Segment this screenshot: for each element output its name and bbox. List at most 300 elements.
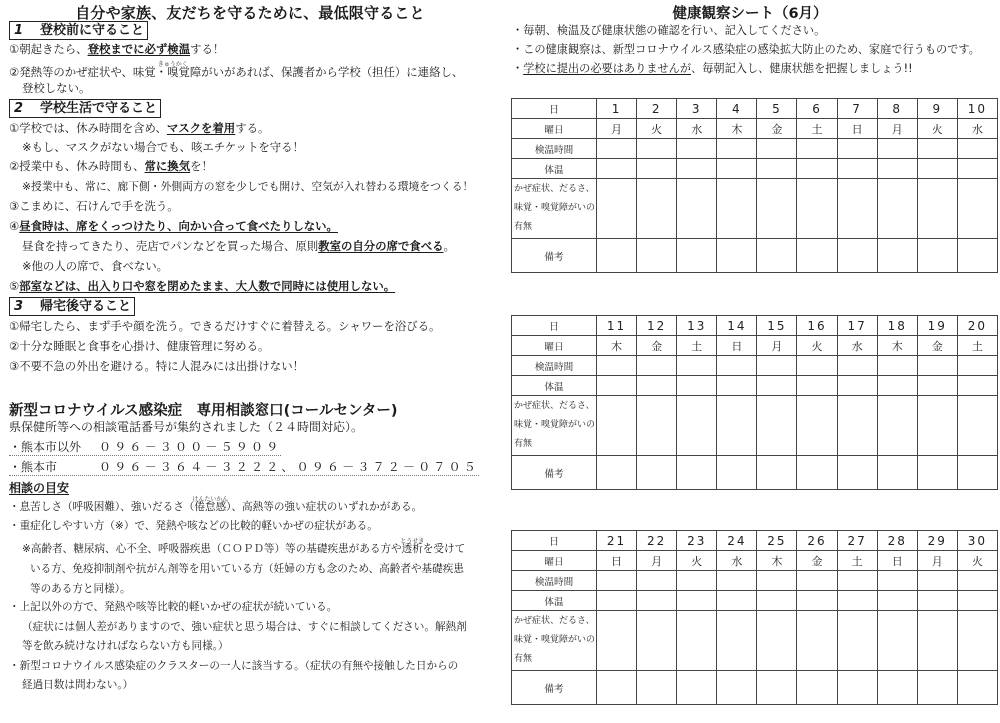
remarks-cell[interactable] — [957, 239, 997, 273]
text: ②授業中も、休み時間も、 — [9, 159, 145, 173]
weekday: 木 — [717, 119, 757, 139]
guide-heading: 相談の目安 — [9, 481, 70, 495]
sheet-note: ・この健康観察は、新型コロナウイルス感染症の感染拡大防止のため、家庭で行うものです。 — [512, 43, 980, 56]
day-number: 28 — [877, 531, 917, 551]
phone-row — [9, 459, 479, 476]
temp-time-cell[interactable] — [757, 139, 797, 159]
row-label: 備考 — [512, 456, 597, 490]
weekday: 水 — [837, 336, 877, 356]
text: する！ — [190, 42, 225, 56]
temp-time-cell[interactable] — [917, 356, 957, 376]
text: ・ — [512, 62, 524, 75]
remarks-cell[interactable] — [917, 671, 957, 705]
temperature-cell[interactable] — [717, 376, 757, 396]
row-label: 曜日 — [512, 119, 597, 139]
temp-time-cell[interactable] — [877, 356, 917, 376]
day-number: 25 — [757, 531, 797, 551]
symptoms-cell[interactable] — [757, 179, 797, 239]
section-number: 2 — [14, 101, 24, 116]
day-number: 19 — [917, 316, 957, 336]
phone-number: ０９６－３６４－３２２２、０９６－３７２－０７０５ — [99, 460, 480, 474]
day-number: 1 — [597, 99, 637, 119]
temp-time-cell[interactable] — [637, 356, 677, 376]
furigana: けんたいかん — [192, 496, 229, 503]
temp-time-cell[interactable] — [957, 139, 997, 159]
temp-time-cell[interactable] — [757, 571, 797, 591]
temperature-cell[interactable] — [917, 376, 957, 396]
remarks-cell[interactable] — [597, 456, 637, 490]
temperature-row — [512, 591, 998, 611]
emphasis: 昼食時は、席をくっつけたり、向かい合って食べたりしない。 — [19, 219, 338, 233]
weekday: 月 — [757, 336, 797, 356]
rule-item: ③不要不急の外出を避ける。特に人混みには出掛けない！ — [9, 359, 304, 373]
weekday: 日 — [877, 551, 917, 571]
guide-item: ・上記以外の方で、発熱や咳等比較的軽いかぜの症状が続いている。 — [9, 601, 338, 613]
phone-area: ・熊本市以外 — [9, 440, 82, 454]
remarks-cell[interactable] — [757, 239, 797, 273]
remarks-cell[interactable] — [957, 671, 997, 705]
temp-time-cell[interactable] — [597, 571, 637, 591]
weekday-row — [512, 119, 998, 139]
day-number: 12 — [637, 316, 677, 336]
temperature-cell[interactable] — [797, 376, 837, 396]
temp-time-cell[interactable] — [677, 356, 717, 376]
remarks-cell[interactable] — [797, 456, 837, 490]
temperature-cell[interactable] — [917, 159, 957, 179]
row-label — [512, 179, 597, 239]
remarks-cell[interactable] — [597, 239, 637, 273]
temperature-cell[interactable] — [757, 376, 797, 396]
temp-time-cell[interactable] — [637, 571, 677, 591]
day-number: 13 — [677, 316, 717, 336]
symptoms-cell[interactable] — [757, 396, 797, 456]
row-label-line: 有無 — [514, 222, 533, 232]
temperature-cell[interactable] — [677, 591, 717, 611]
guide-item — [9, 496, 423, 515]
day-number: 21 — [597, 531, 637, 551]
day-number: 22 — [637, 531, 677, 551]
symptoms-cell[interactable] — [597, 396, 637, 456]
text: ①学校では、休み時間を含め、 — [9, 121, 167, 135]
section-title: 帰宅後守ること — [40, 299, 132, 314]
day-number: 24 — [717, 531, 757, 551]
symptoms-cell[interactable] — [757, 611, 797, 671]
temp-time-cell[interactable] — [957, 571, 997, 591]
row-label: 曜日 — [512, 336, 597, 356]
weekday: 火 — [917, 119, 957, 139]
remarks-cell[interactable] — [677, 239, 717, 273]
symptoms-cell[interactable] — [877, 179, 917, 239]
temperature-row — [512, 159, 998, 179]
temperature-cell[interactable] — [677, 159, 717, 179]
right-panel — [500, 0, 1000, 723]
weekday: 火 — [797, 336, 837, 356]
day-number: 30 — [957, 531, 997, 551]
rule-item: ※もし、マスクがない場合でも、咳エチケットを守る！ — [22, 140, 304, 154]
temp-time-cell[interactable] — [677, 139, 717, 159]
rule-item: 登校しない。 — [22, 81, 91, 95]
weekday: 水 — [717, 551, 757, 571]
day-number: 8 — [877, 99, 917, 119]
weekday: 土 — [957, 336, 997, 356]
phone-number: ０９６－３００－５９０９ — [99, 440, 282, 454]
temperature-cell[interactable] — [717, 591, 757, 611]
weekday: 月 — [877, 119, 917, 139]
day-row — [512, 99, 998, 119]
row-label-line: 有無 — [514, 439, 533, 449]
text: ・息苦しさ（呼吸困難）、強いだるさ（ — [9, 501, 195, 513]
row-label: 日 — [512, 99, 597, 119]
temp-time-cell[interactable] — [597, 139, 637, 159]
row-label: 体温 — [512, 376, 597, 396]
rule-item — [9, 121, 269, 136]
temperature-cell[interactable] — [757, 159, 797, 179]
row-label: 日 — [512, 316, 597, 336]
text: する。 — [235, 121, 270, 135]
temperature-cell[interactable] — [837, 159, 877, 179]
symptoms-cell[interactable] — [637, 179, 677, 239]
day-number: 3 — [677, 99, 717, 119]
weekday: 木 — [597, 336, 637, 356]
guide-item — [22, 538, 466, 557]
temp-time-cell[interactable] — [597, 356, 637, 376]
section-title: 学校生活で守ること — [40, 101, 158, 116]
row-label: 備考 — [512, 239, 597, 273]
remarks-cell[interactable] — [797, 239, 837, 273]
day-number: 9 — [917, 99, 957, 119]
remarks-cell[interactable] — [677, 456, 717, 490]
day-number: 14 — [717, 316, 757, 336]
text: を受けて — [422, 543, 466, 555]
remarks-cell[interactable] — [637, 456, 677, 490]
temp-time-cell[interactable] — [717, 356, 757, 376]
text: 昼食を持ってきたり、売店でパンなどを買った場合、原則 — [22, 239, 319, 253]
rule-item: ※他の人の席で、食べない。 — [22, 259, 169, 273]
temperature-cell[interactable] — [877, 376, 917, 396]
temperature-cell[interactable] — [957, 159, 997, 179]
rule-item — [9, 159, 213, 174]
day-number: 15 — [757, 316, 797, 336]
day-number: 27 — [837, 531, 877, 551]
call-center-title: 新型コロナウイルス感染症 専用相談窓口(コールセンター) — [9, 403, 398, 419]
remarks-cell[interactable] — [757, 456, 797, 490]
day-number: 11 — [597, 316, 637, 336]
temp-time-cell[interactable] — [837, 356, 877, 376]
symptoms-cell[interactable] — [957, 396, 997, 456]
temp-time-cell[interactable] — [797, 356, 837, 376]
emphasis: 部室などは、出入り口や窓を閉めたまま、大人数で同時には使用しない。 — [19, 279, 396, 293]
remarks-cell[interactable] — [837, 456, 877, 490]
symptoms-cell[interactable] — [877, 396, 917, 456]
weekday: 水 — [957, 119, 997, 139]
row-label: 日 — [512, 531, 597, 551]
symptoms-cell[interactable] — [797, 611, 837, 671]
observation-table-2 — [511, 315, 998, 490]
symptoms-cell[interactable] — [797, 179, 837, 239]
day-number: 23 — [677, 531, 717, 551]
ruby-base: 透析 — [401, 543, 423, 555]
row-label — [512, 611, 597, 671]
temp-time-cell[interactable] — [797, 139, 837, 159]
observation-table-1 — [511, 98, 998, 273]
weekday: 火 — [677, 551, 717, 571]
temperature-cell[interactable] — [677, 376, 717, 396]
temp-time-cell[interactable] — [717, 571, 757, 591]
weekday-row — [512, 551, 998, 571]
guide-item: 等を飲み続けなければならない方も同様。） — [22, 640, 229, 652]
text: ②発熱等のかぜ症状や、味覚・ — [9, 65, 168, 79]
weekday: 火 — [957, 551, 997, 571]
section-number: 1 — [14, 23, 24, 38]
call-center-intro: 県保健所等への相談電話番号が集約されました（２４時間対応）。 — [9, 420, 364, 434]
row-label: 検温時間 — [512, 139, 597, 159]
temperature-cell[interactable] — [917, 591, 957, 611]
symptoms-cell[interactable] — [637, 396, 677, 456]
remarks-cell[interactable] — [757, 671, 797, 705]
remarks-cell[interactable] — [797, 671, 837, 705]
weekday-row — [512, 336, 998, 356]
text: ①朝起きたら、 — [9, 42, 88, 56]
text: ※高齢者、糖尿病、心不全、呼吸器疾患（ＣＯＰＤ等）等の基礎疾患がある方や — [22, 543, 402, 555]
row-label: 体温 — [512, 591, 597, 611]
temperature-cell[interactable] — [797, 591, 837, 611]
day-number: 17 — [837, 316, 877, 336]
day-number: 6 — [797, 99, 837, 119]
furigana: とうせき — [400, 538, 425, 545]
ruby-base: 嗅 — [167, 65, 179, 79]
remarks-row — [512, 456, 998, 490]
symptoms-cell[interactable] — [797, 396, 837, 456]
temp-time-row — [512, 571, 998, 591]
text: ）、高熱等の強い症状のいずれかがある。 — [226, 501, 423, 513]
temperature-cell[interactable] — [757, 591, 797, 611]
guide-item: ・重症化しやすい方（※）で、発熱や咳などの比較的軽いかぜの症状がある。 — [9, 520, 378, 532]
rule-item: ③こまめに、石けんで手を洗う。 — [9, 199, 179, 213]
weekday: 月 — [637, 551, 677, 571]
weekday: 金 — [637, 336, 677, 356]
remarks-cell[interactable] — [717, 239, 757, 273]
temperature-cell[interactable] — [797, 159, 837, 179]
remarks-cell[interactable] — [837, 671, 877, 705]
rule-item: ①帰宅したら、まず手や顔を洗う。できるだけすぐに着替える。シャワーを浴びる。 — [9, 319, 441, 333]
temp-time-row — [512, 139, 998, 159]
temperature-cell[interactable] — [837, 376, 877, 396]
symptoms-cell[interactable] — [677, 179, 717, 239]
temperature-cell[interactable] — [637, 159, 677, 179]
row-label-line: 味覚・嗅覚障がいの — [514, 635, 596, 645]
emphasis: 登校までに必ず検温 — [87, 42, 191, 56]
weekday: 金 — [797, 551, 837, 571]
temp-time-cell[interactable] — [877, 139, 917, 159]
symptoms-cell[interactable] — [957, 179, 997, 239]
temp-time-cell[interactable] — [637, 139, 677, 159]
weekday: 火 — [637, 119, 677, 139]
day-number: 16 — [797, 316, 837, 336]
rule-item — [9, 42, 224, 57]
rule-item: ②十分な睡眠と食事を心掛け、健康管理に努める。 — [9, 339, 270, 353]
temp-time-cell[interactable] — [797, 571, 837, 591]
temp-time-cell[interactable] — [837, 139, 877, 159]
ruby-base: 倦怠感 — [194, 501, 227, 513]
remarks-cell[interactable] — [677, 671, 717, 705]
remarks-cell[interactable] — [637, 239, 677, 273]
remarks-cell[interactable] — [717, 456, 757, 490]
temperature-cell[interactable] — [877, 159, 917, 179]
temperature-cell[interactable] — [717, 159, 757, 179]
temperature-cell[interactable] — [957, 376, 997, 396]
weekday: 土 — [797, 119, 837, 139]
row-label: 体温 — [512, 159, 597, 179]
symptoms-cell[interactable] — [637, 611, 677, 671]
rule-item — [9, 279, 395, 294]
row-label-line: かぜ症状、だるさ、 — [514, 184, 595, 194]
temp-time-cell[interactable] — [917, 139, 957, 159]
rule-item — [9, 61, 464, 80]
underlined-text: 学校に提出の必要はありませんが — [523, 62, 692, 75]
weekday: 土 — [677, 336, 717, 356]
guide-item: 経過日数は問わない。） — [22, 679, 134, 691]
text: 。 — [443, 239, 455, 253]
temp-time-row — [512, 356, 998, 376]
temp-time-cell[interactable] — [677, 571, 717, 591]
day-number: 4 — [717, 99, 757, 119]
weekday: 金 — [757, 119, 797, 139]
row-label: 検温時間 — [512, 571, 597, 591]
guide-item: 等のある方と同様）。 — [30, 583, 131, 595]
text: ⑤ — [9, 279, 20, 293]
sheet-title: 健康観察シート（6月） — [672, 6, 828, 22]
remarks-cell[interactable] — [597, 671, 637, 705]
furigana: きゅうかく — [157, 61, 188, 68]
remarks-row — [512, 239, 998, 273]
day-row — [512, 531, 998, 551]
remarks-cell[interactable] — [877, 456, 917, 490]
section-number: 3 — [14, 299, 24, 314]
emphasis: マスクを着用 — [166, 121, 236, 135]
text: を！ — [190, 159, 213, 173]
remarks-cell[interactable] — [957, 456, 997, 490]
temperature-cell[interactable] — [837, 591, 877, 611]
temperature-cell[interactable] — [957, 591, 997, 611]
weekday: 日 — [717, 336, 757, 356]
symptoms-cell[interactable] — [877, 611, 917, 671]
day-number: 26 — [797, 531, 837, 551]
row-label — [512, 396, 597, 456]
section-2-heading — [9, 99, 161, 118]
symptoms-cell[interactable] — [717, 611, 757, 671]
phone-row — [9, 439, 281, 456]
remarks-cell[interactable] — [637, 671, 677, 705]
text: ④ — [9, 219, 20, 233]
guide-item: ・新型コロナウイルス感染症のクラスターの一人に該当する。（症状の有無や接触した日からの — [9, 660, 459, 672]
temperature-cell[interactable] — [597, 591, 637, 611]
ruby — [400, 538, 425, 557]
temperature-cell[interactable] — [637, 591, 677, 611]
symptoms-cell[interactable] — [597, 179, 637, 239]
section-title: 登校前に守ること — [40, 23, 145, 38]
ruby — [192, 496, 229, 515]
remarks-cell[interactable] — [877, 239, 917, 273]
row-label-line: 味覚・嗅覚障がいの — [514, 203, 596, 213]
symptoms-cell[interactable] — [677, 611, 717, 671]
weekday: 日 — [837, 119, 877, 139]
symptoms-row — [512, 396, 998, 456]
weekday: 月 — [917, 551, 957, 571]
symptoms-cell[interactable] — [717, 179, 757, 239]
temp-time-cell[interactable] — [957, 356, 997, 376]
remarks-cell[interactable] — [877, 671, 917, 705]
remarks-cell[interactable] — [837, 239, 877, 273]
weekday: 水 — [677, 119, 717, 139]
sheet-note — [512, 61, 913, 76]
guide-item: いる方、免疫抑制剤や抗がん剤等を用いている方（妊婦の方も念のため、高齢者や基礎疾患 — [30, 563, 464, 575]
symptoms-cell[interactable] — [837, 179, 877, 239]
guide-item: （症状には個人差がありますので、強い症状と思う場合は、すぐに相談してください。解熱剤 — [22, 621, 467, 633]
sheet-note: ・毎朝、検温及び健康状態の確認を行い、記入してください。 — [512, 24, 826, 37]
rule-item: ※授業中も、常に、廊下側・外側両方の窓を少しでも開け、空気が入れ替わる環境をつくる！ — [22, 180, 474, 193]
weekday: 木 — [877, 336, 917, 356]
text: 、毎朝記入し、健康状態を把握しましょう!! — [691, 62, 913, 75]
remarks-row — [512, 671, 998, 705]
symptoms-cell[interactable] — [957, 611, 997, 671]
symptoms-cell[interactable] — [597, 611, 637, 671]
row-label: 曜日 — [512, 551, 597, 571]
temp-time-cell[interactable] — [837, 571, 877, 591]
symptoms-cell[interactable] — [677, 396, 717, 456]
day-number: 20 — [957, 316, 997, 336]
row-label: 備考 — [512, 671, 597, 705]
phone-area: ・熊本市 — [9, 460, 58, 474]
section-3-heading — [9, 297, 135, 316]
weekday: 月 — [597, 119, 637, 139]
symptoms-row — [512, 179, 998, 239]
symptoms-cell[interactable] — [837, 396, 877, 456]
remarks-cell[interactable] — [917, 239, 957, 273]
emphasis: 教室の自分の席で食べる — [318, 239, 444, 253]
temp-time-cell[interactable] — [717, 139, 757, 159]
row-label-line: かぜ症状、だるさ、 — [514, 616, 595, 626]
temperature-cell[interactable] — [877, 591, 917, 611]
symptoms-cell[interactable] — [917, 396, 957, 456]
emphasis: 常に換気 — [144, 159, 191, 173]
symptoms-row — [512, 611, 998, 671]
day-number: 29 — [917, 531, 957, 551]
rule-item — [9, 219, 338, 234]
section-1-heading — [9, 21, 148, 40]
temp-time-cell[interactable] — [877, 571, 917, 591]
day-row — [512, 316, 998, 336]
ruby — [157, 61, 188, 80]
symptoms-cell[interactable] — [837, 611, 877, 671]
row-label-line: かぜ症状、だるさ、 — [514, 401, 595, 411]
temp-time-cell[interactable] — [757, 356, 797, 376]
temp-time-cell[interactable] — [917, 571, 957, 591]
weekday: 木 — [757, 551, 797, 571]
remarks-cell[interactable] — [917, 456, 957, 490]
symptoms-cell[interactable] — [917, 179, 957, 239]
row-label-line: 味覚・嗅覚障がいの — [514, 420, 596, 430]
symptoms-cell[interactable] — [917, 611, 957, 671]
temperature-row — [512, 376, 998, 396]
day-number: 18 — [877, 316, 917, 336]
rule-item — [22, 239, 455, 254]
temperature-cell[interactable] — [597, 376, 637, 396]
weekday: 日 — [597, 551, 637, 571]
remarks-cell[interactable] — [717, 671, 757, 705]
symptoms-cell[interactable] — [717, 396, 757, 456]
temperature-cell[interactable] — [637, 376, 677, 396]
temperature-cell[interactable] — [597, 159, 637, 179]
